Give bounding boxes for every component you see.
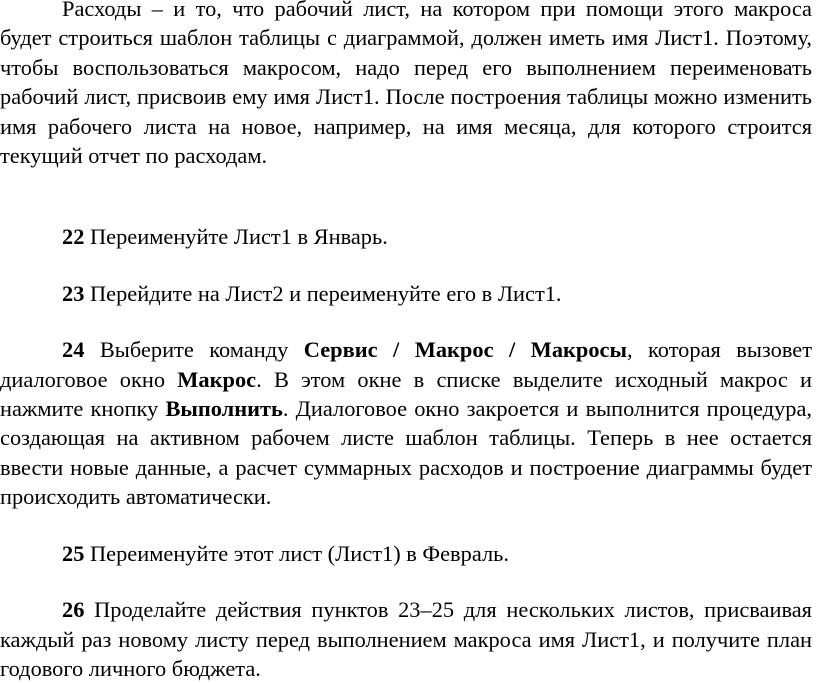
spacer <box>0 252 812 279</box>
step-26 <box>0 595 812 683</box>
menu-path: Сервис / Макрос / Макросы <box>303 337 627 363</box>
step-25 <box>0 539 812 568</box>
step-text: Переименуйте этот лист (Лист1) в Февраль. <box>84 540 509 566</box>
spacer <box>0 568 812 595</box>
step-number: 23 <box>62 280 85 306</box>
step-number: 22 <box>62 224 85 250</box>
spacer <box>0 170 812 222</box>
step-number: 25 <box>62 540 85 566</box>
button-name: Выполнить <box>165 396 283 422</box>
spacer <box>0 512 812 539</box>
step-text: . Диалоговое окно закроется и выполнится процедура, создающая на активном рабочем листе шаблон таблицы. Теперь в нее остается ввести новые данные, а расчет суммарных расходов и построение диаграммы будет происходить автоматически. <box>0 396 812 510</box>
step-text: Проделайте действия пунктов 23–25 для нескольких листов, присваивая каждый раз новому листу перед выполнением макроса имя Лист1, и получите план годового личного бюджета. <box>0 597 812 681</box>
step-23 <box>0 279 812 308</box>
step-text: , которая вызовет диалоговое окно <box>0 337 812 392</box>
dialog-name: Макрос <box>177 366 257 392</box>
step-24 <box>0 335 812 511</box>
step-number: 24 <box>62 337 85 363</box>
step-text: Переименуйте Лист1 в Январь. <box>84 224 388 250</box>
intro-paragraph: Расходы – и то, что рабочий лист, на котором при помощи этого макроса будет строиться шаблон таблицы с диаграммой, должен иметь имя Лист1. Поэтому, чтобы воспользоваться макросом, надо перед его выполнением переименовать рабочий лист, присвоив ему имя Лист1. После построения таблицы можно изменить имя рабочего листа на новое, например, на имя месяца, для которого строится текущий отчет по расходам. <box>0 0 812 169</box>
step-text: . В этом окне в списке выделите исходный макрос и нажмите кнопку <box>0 366 812 422</box>
step-22 <box>0 222 812 251</box>
spacer <box>0 308 812 335</box>
step-text: Выберите команду <box>84 337 304 363</box>
step-text: Перейдите на Лист2 и переименуйте его в Лист1. <box>84 280 562 306</box>
step-number: 26 <box>62 597 85 623</box>
